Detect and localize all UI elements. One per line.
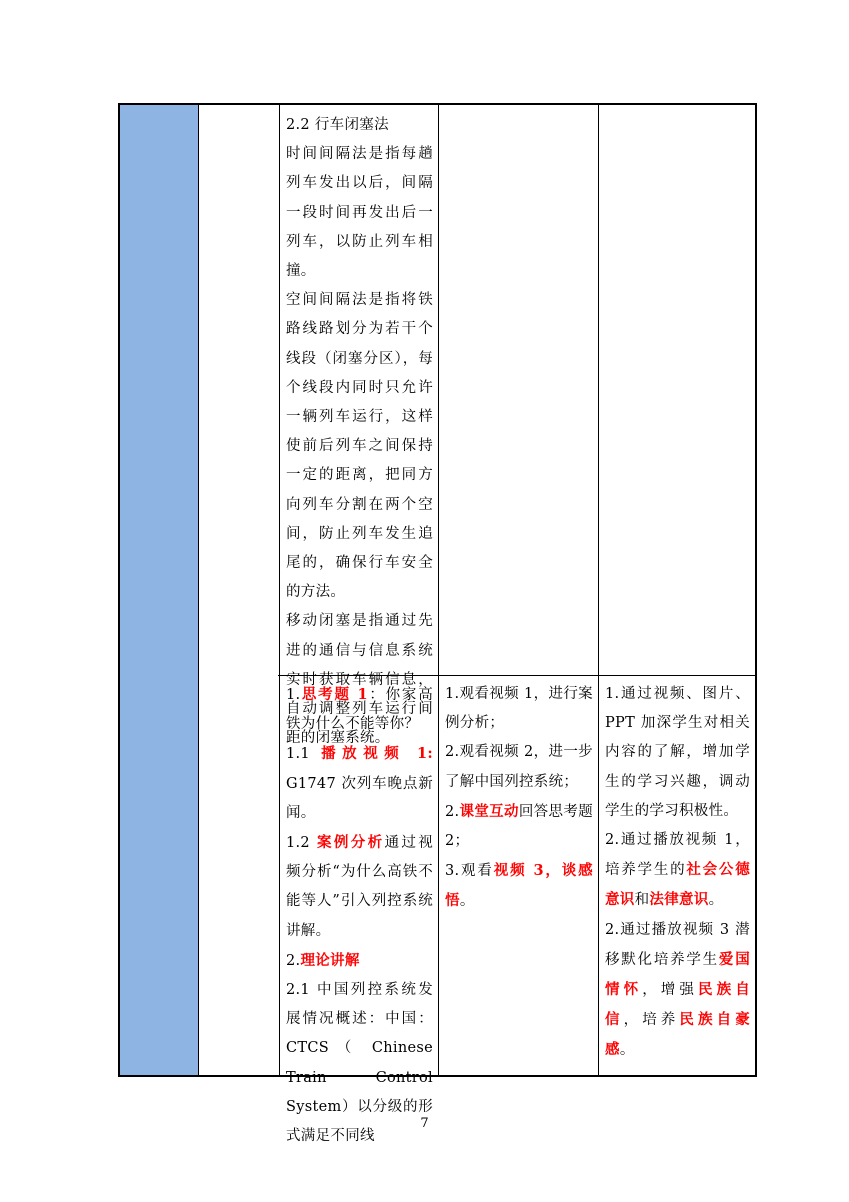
- text-run: 2.: [445, 803, 460, 820]
- text-run: 2.1 中国列控系统发展情况概述：中国：CTCS（ Chinese Train Control System）以分级的形式满足不同线: [286, 982, 433, 1145]
- student-activity-cell: [439, 680, 598, 917]
- text-run: 。: [619, 1042, 635, 1059]
- text-run: 通过视频分析“为什么高铁不能等人”引入列控系统讲解。: [286, 835, 434, 939]
- content-cell-row2: [280, 680, 438, 1151]
- text-run: 2.观看视频 2，进一步了解中国列控系统；: [445, 744, 593, 790]
- paragraph: [445, 856, 593, 916]
- section-heading: 2.2 行车闭塞法: [286, 117, 389, 133]
- text-run: ：你家高铁为什么不能等你？: [286, 687, 433, 733]
- emphasis-text: 播放视频 1:: [321, 745, 433, 763]
- text-run: G1747 次列车晚点新闻。: [286, 775, 433, 821]
- blue-column: [120, 105, 199, 1075]
- paragraph: [605, 826, 750, 916]
- text-run: 和: [634, 892, 650, 909]
- blank-column: [199, 105, 280, 1075]
- text-run: ，培养: [623, 1012, 680, 1029]
- emphasis-text: 爱国情怀: [605, 950, 750, 999]
- paragraph: [286, 680, 433, 739]
- text-run: 3.观看: [445, 863, 494, 880]
- emphasis-text: 视频 3，谈感悟: [445, 862, 593, 910]
- paragraph: [605, 680, 750, 826]
- content-cell-row1: [280, 111, 438, 753]
- paragraph: [445, 797, 593, 856]
- page-number: 7: [420, 1116, 429, 1131]
- emphasis-text: 社会公德意识: [605, 861, 750, 909]
- text-run: 1.通过视频、图片、PPT 加深学生对相关内容的了解，增加学生的学习兴趣，调动学生的学习积极性。: [605, 686, 750, 819]
- emphasis-text: 理论讲解: [300, 951, 360, 969]
- text-run: 。: [459, 893, 475, 910]
- emphasis-text: 案例分析: [316, 834, 385, 852]
- text-run: 回答思考题 2；: [445, 803, 594, 850]
- text-run: 2.通过播放视频 3 潜移默化培养学生: [605, 921, 750, 968]
- column-divider: [438, 105, 439, 1075]
- text-run: 1.: [286, 687, 301, 703]
- text-run: 2.通过播放视频 1，培养学生的: [605, 832, 750, 879]
- text-run: 2.: [286, 952, 301, 969]
- paragraph: [286, 946, 433, 976]
- text-run: 1.1: [286, 746, 322, 763]
- paragraph: 移动闭塞是指通过先进的通信与信息系统实时获取车辆信息，自动调整列车运行间距的闭塞系统。: [286, 613, 433, 747]
- emphasis-text: 思考题 1: [300, 686, 368, 703]
- paragraph: 时间间隔法是指每趟列车发出以后，间隔一段时间再发出后一列车，以防止列车相撞。: [286, 146, 433, 280]
- emphasis-text: 民族自信: [605, 981, 750, 1029]
- text-run: ，增强: [642, 982, 698, 999]
- paragraph: [445, 680, 593, 738]
- emphasis-text: 课堂互动: [459, 802, 519, 820]
- paragraph: [445, 738, 593, 796]
- lesson-table: [118, 103, 757, 1145]
- text-run: 1.观看视频 1，进行案例分析；: [445, 686, 593, 732]
- emphasis-text: 民族自豪感: [605, 1011, 750, 1059]
- text-run: 。: [708, 892, 724, 909]
- paragraph: [605, 916, 750, 1066]
- text-run: 1.2: [286, 835, 317, 852]
- paragraph: [286, 828, 433, 946]
- emphasis-text: 法律意识: [649, 891, 709, 909]
- paragraph: [286, 739, 433, 828]
- paragraph: 空间间隔法是指将铁路线路划分为若干个线段（闭塞分区），每个线段内同时只允许一辆列车运行，这样使前后列车之间保持一定的距离，把同方向列车分割在两个空间，防止列车发生追尾的，确保行车安全的方法。: [286, 292, 433, 601]
- design-intent-cell: [599, 680, 755, 1066]
